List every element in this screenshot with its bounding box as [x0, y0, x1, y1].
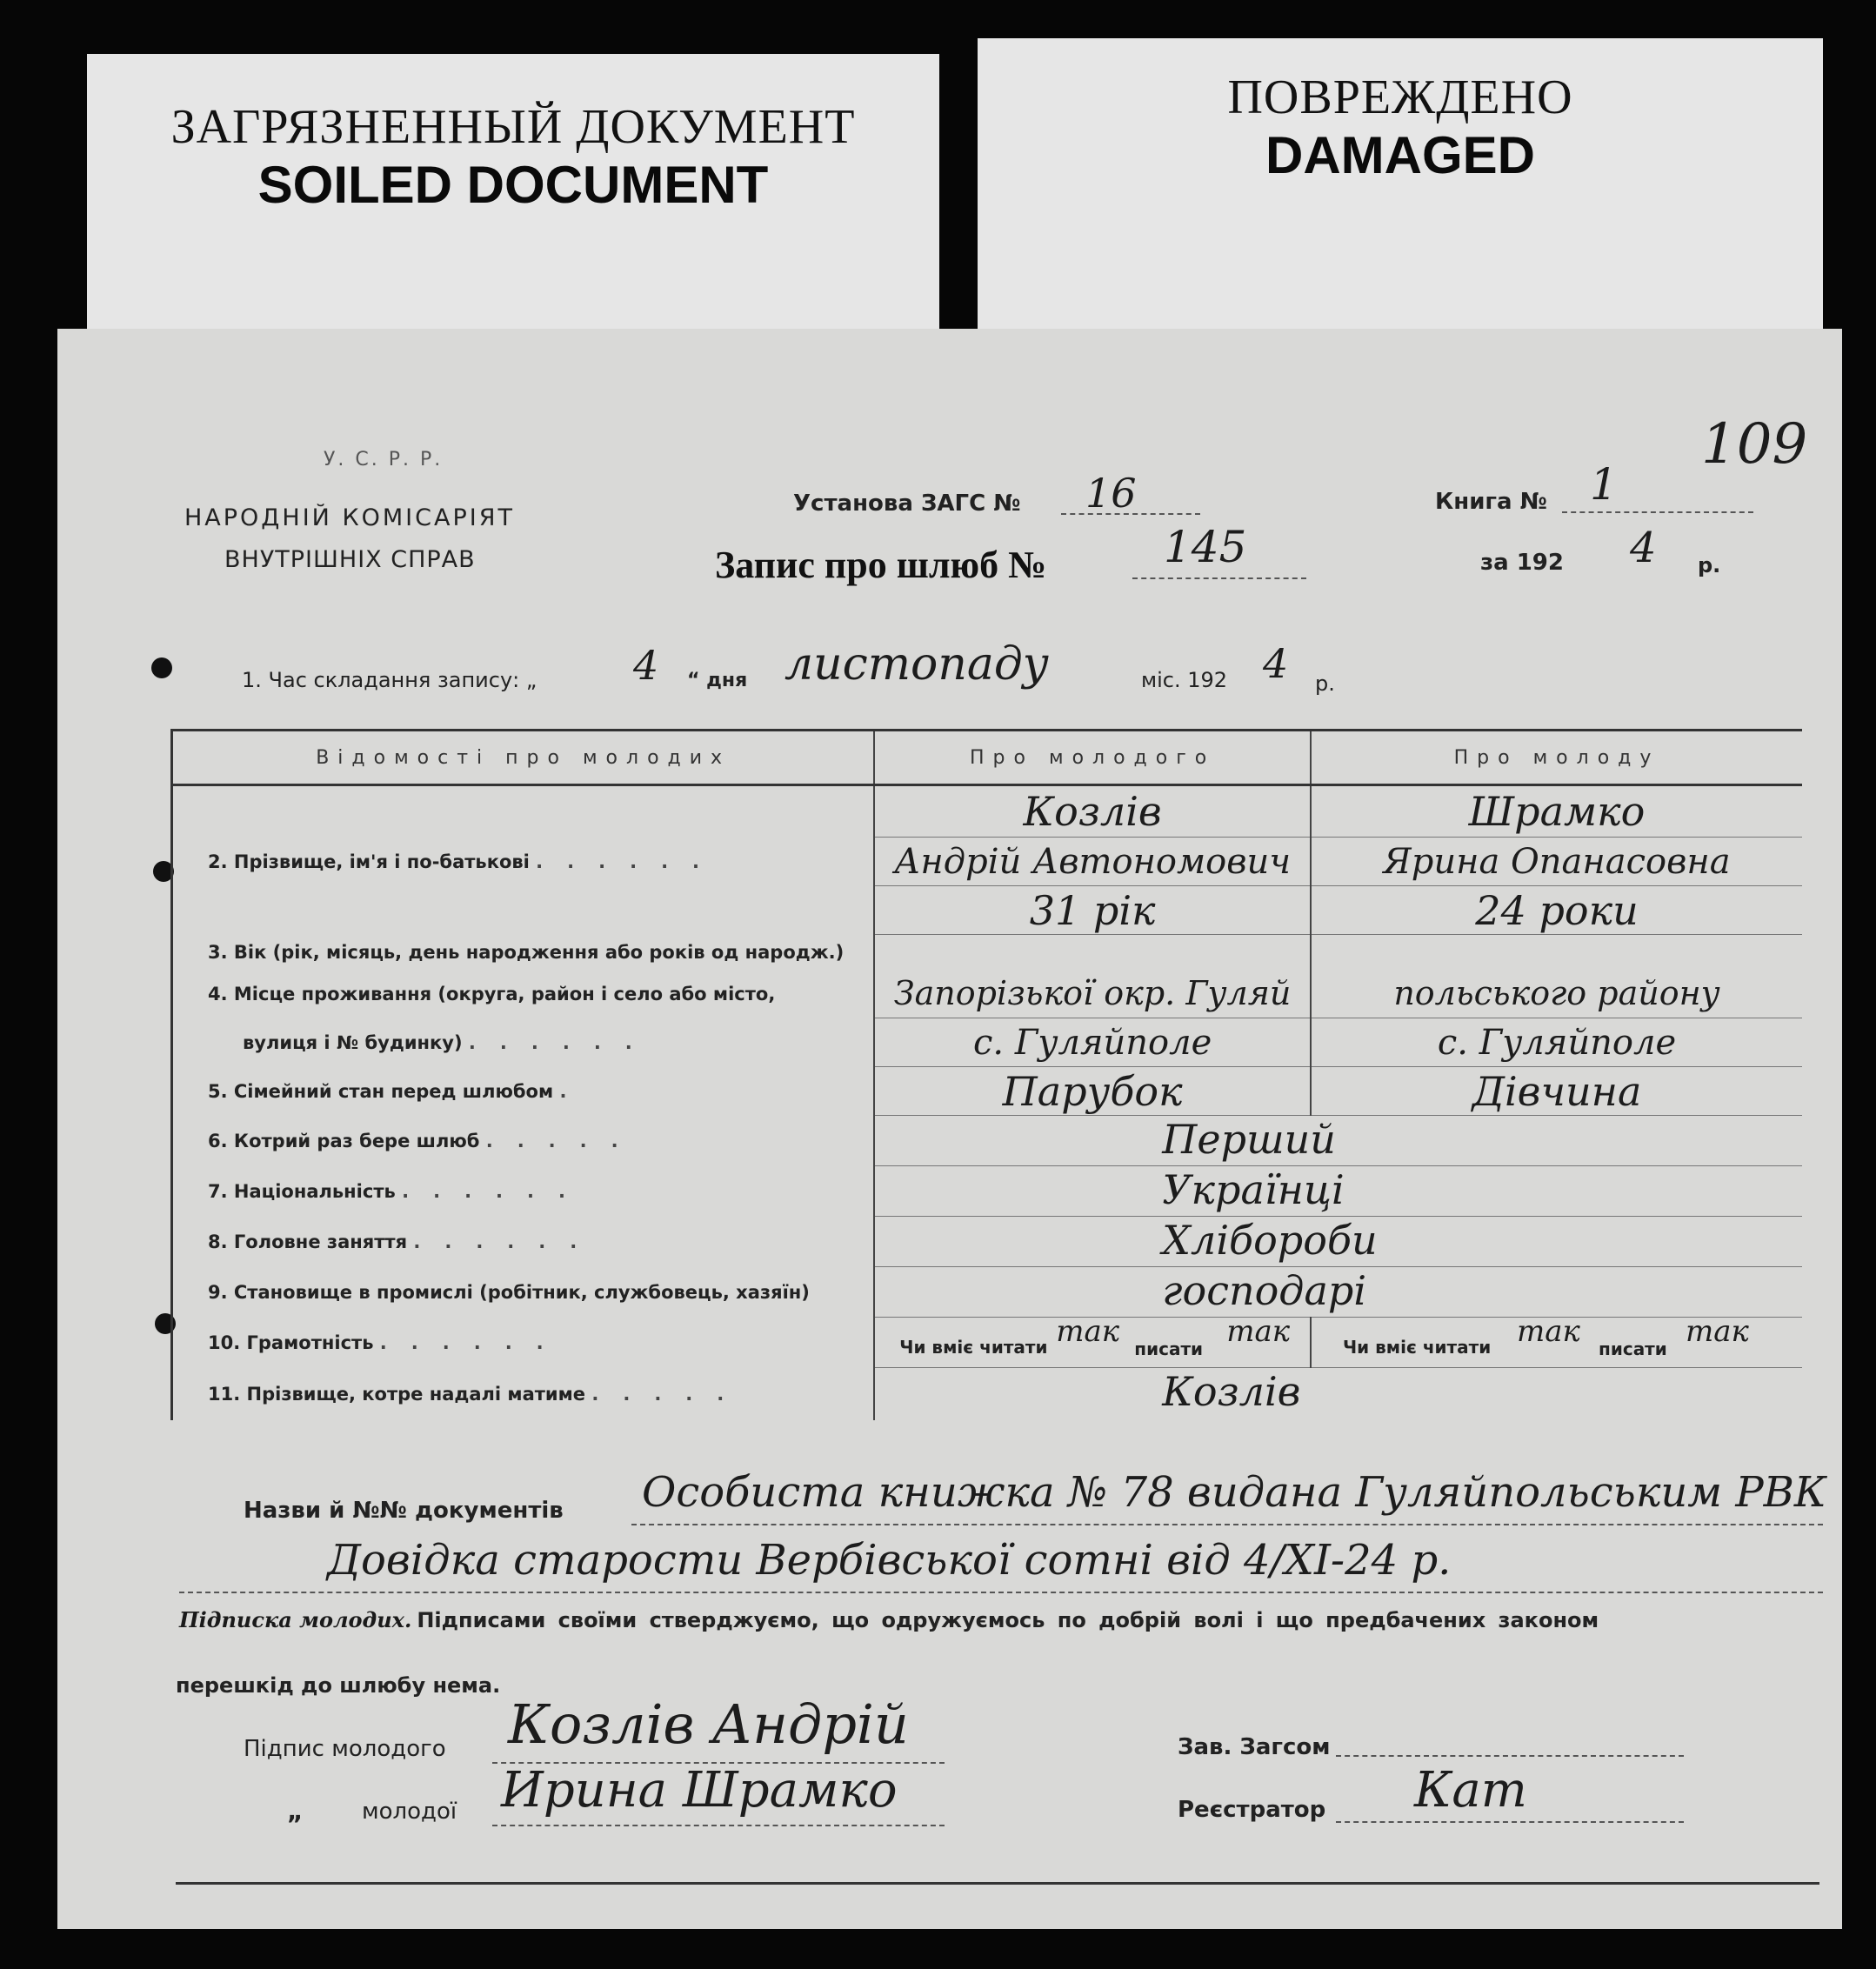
row-label-future-surname: 11. Прізвище, котре надалі матиме .....: [172, 1368, 875, 1420]
ussr-heading: У. С. Р. Р.: [324, 449, 444, 471]
bride-write-label: писати: [1599, 1338, 1667, 1359]
registrar-label: Реєстратор: [1178, 1797, 1326, 1823]
entry-month: листопаду: [784, 638, 1049, 691]
table-row: [172, 1067, 1803, 1116]
head-label: Зав. Загсом: [1178, 1734, 1331, 1760]
row-label-age: 3. Вік (рік, місяць, день народження або років од народж.): [172, 935, 875, 970]
shared-future-surname: Козлів: [1162, 1368, 1301, 1415]
entry-month-suffix: міс. 192: [1141, 668, 1228, 692]
table-row: [172, 1318, 1803, 1368]
registrar-signature: Кат: [1414, 1762, 1527, 1819]
groom-write-label: писати: [1134, 1338, 1204, 1359]
page-number: 109: [1701, 412, 1808, 477]
bride-write-value: так: [1686, 1314, 1749, 1349]
entry-time-label: 1. Час складання запису: „: [242, 668, 537, 692]
table-row: [172, 1166, 1803, 1217]
table-row: [172, 1116, 1803, 1166]
groom-residence-a: Запорізької окр. Гуляй: [874, 970, 1311, 1018]
shared-position: господарі: [1162, 1267, 1367, 1314]
table-row: [172, 935, 1803, 970]
groom-marital: Парубок: [874, 1067, 1311, 1116]
damaged-label-en: DAMAGED: [1265, 126, 1535, 184]
groom-signature: Козлів Андрій: [508, 1692, 909, 1756]
table-row: [172, 785, 1803, 838]
entry-day-suffix: “ дня: [687, 670, 748, 691]
punch-hole: [151, 657, 172, 678]
record-title-label: Запис про шлюб №: [715, 544, 1047, 586]
year-digit: 4: [1630, 524, 1657, 572]
groom-signature-label: Підпис молодого: [244, 1736, 446, 1762]
row-label-position: 9. Становище в промислі (робітник, службовець, хазяїн): [172, 1267, 875, 1318]
bride-name: Ярина Опанасовна: [1311, 838, 1802, 886]
soiled-document-card: [87, 54, 939, 341]
row-label-occupation: 8. Головне заняття ......: [172, 1217, 875, 1267]
row-label-nationality: 7. Національність ......: [172, 1166, 875, 1217]
bride-marital: Дівчина: [1311, 1067, 1802, 1116]
marriage-record-sheet: [57, 329, 1842, 1929]
table-row: [172, 886, 1803, 935]
bride-read-value: так: [1517, 1314, 1580, 1349]
damaged-card: [978, 38, 1823, 341]
table-row: [172, 1018, 1803, 1067]
book-number: 1: [1590, 459, 1618, 510]
shared-occupation: Хлібороби: [1162, 1217, 1378, 1264]
groom-read-label: Чи вміє читати: [899, 1337, 1048, 1358]
declaration-title: Підписка молодих.: [179, 1607, 412, 1632]
entry-year-digit: 4: [1263, 640, 1289, 687]
groom-write-value: так: [1226, 1314, 1291, 1349]
commissariat-line2: ВНУТРІШНІХ СПРАВ: [224, 546, 476, 573]
bride-surname: Шрамко: [1311, 785, 1802, 838]
institution-number: 16: [1085, 470, 1137, 517]
declaration-line2: перешкід до шлюбу нема.: [176, 1673, 501, 1698]
shared-times: Перший: [1162, 1116, 1336, 1163]
bottom-rule: [176, 1882, 1819, 1885]
row-label-residence: 4. Місце проживання (округа, район і село або місто,: [172, 970, 875, 1018]
commissariat-line1: НАРОДНІЙ КОМІСАРІЯТ: [184, 504, 515, 531]
groom-surname: Козлів: [874, 785, 1311, 838]
declaration-text1: Підписами своїми стверджуємо, що одружуємось по добрій волі і що предбачених законом: [417, 1608, 1599, 1632]
table-row: [172, 1267, 1803, 1318]
col-header-bride: Про молоду: [1311, 731, 1802, 785]
row-label-literacy: 10. Грамотність ......: [172, 1318, 875, 1368]
documents-label: Назви й №№ документів: [244, 1498, 564, 1524]
bride-signature-prefix: „: [287, 1797, 304, 1825]
declaration-line1: [179, 1607, 1814, 1633]
entry-day: 4: [633, 642, 659, 689]
shared-nationality: Українці: [1162, 1166, 1345, 1213]
groom-name: Андрій Автономович: [874, 838, 1311, 886]
bride-residence-a: польського району: [1311, 970, 1802, 1018]
entry-year-suffix: р.: [1315, 671, 1335, 696]
col-header-groom: Про молодого: [874, 731, 1311, 785]
bride-signature-label: молодої: [362, 1799, 457, 1825]
bride-signature: Ирина Шрамко: [501, 1762, 898, 1819]
documents-line1: Особиста книжка № 78 видана Гуляйпольським РВК: [642, 1468, 1827, 1517]
table-row: [172, 970, 1803, 1018]
bride-read-label: Чи вміє читати: [1343, 1337, 1492, 1358]
table-row: [172, 838, 1803, 886]
row-label-marital: 5. Сімейний стан перед шлюбом .: [172, 1067, 875, 1116]
damaged-label-ru: ПОВРЕЖДЕНО: [1227, 70, 1573, 124]
table-row: [172, 1368, 1803, 1420]
documents-line2: Довідка старости Вербівської сотні від 4/XI-24 р.: [327, 1536, 1452, 1585]
year-prefix: за 192: [1480, 550, 1564, 576]
groom-age: 31 рік: [874, 886, 1311, 935]
spouses-info-table: [170, 729, 1802, 1420]
groom-residence-b: с. Гуляйполе: [874, 1018, 1311, 1067]
col-header-info: Відомості про молодих: [172, 731, 875, 785]
year-suffix: р.: [1698, 553, 1721, 577]
soiled-label-en: SOILED DOCUMENT: [257, 156, 769, 214]
table-row: [172, 1217, 1803, 1267]
groom-read-value: так: [1056, 1314, 1120, 1349]
row-label-residence-b: вулиця і № будинку) ......: [172, 1018, 875, 1067]
book-label: Книга №: [1435, 489, 1547, 515]
bride-age: 24 роки: [1311, 886, 1802, 935]
row-label-times: 6. Котрий раз бере шлюб .....: [172, 1116, 875, 1166]
institution-label: Установа ЗАГС №: [793, 491, 1021, 517]
soiled-label-ru: ЗАГРЯЗНЕННЫЙ ДОКУМЕНТ: [170, 100, 856, 154]
row-label-name: 2. Прізвище, ім'я і по-батькові ......: [172, 838, 875, 886]
bride-residence-b: с. Гуляйполе: [1311, 1018, 1802, 1067]
record-number: 145: [1164, 522, 1247, 572]
